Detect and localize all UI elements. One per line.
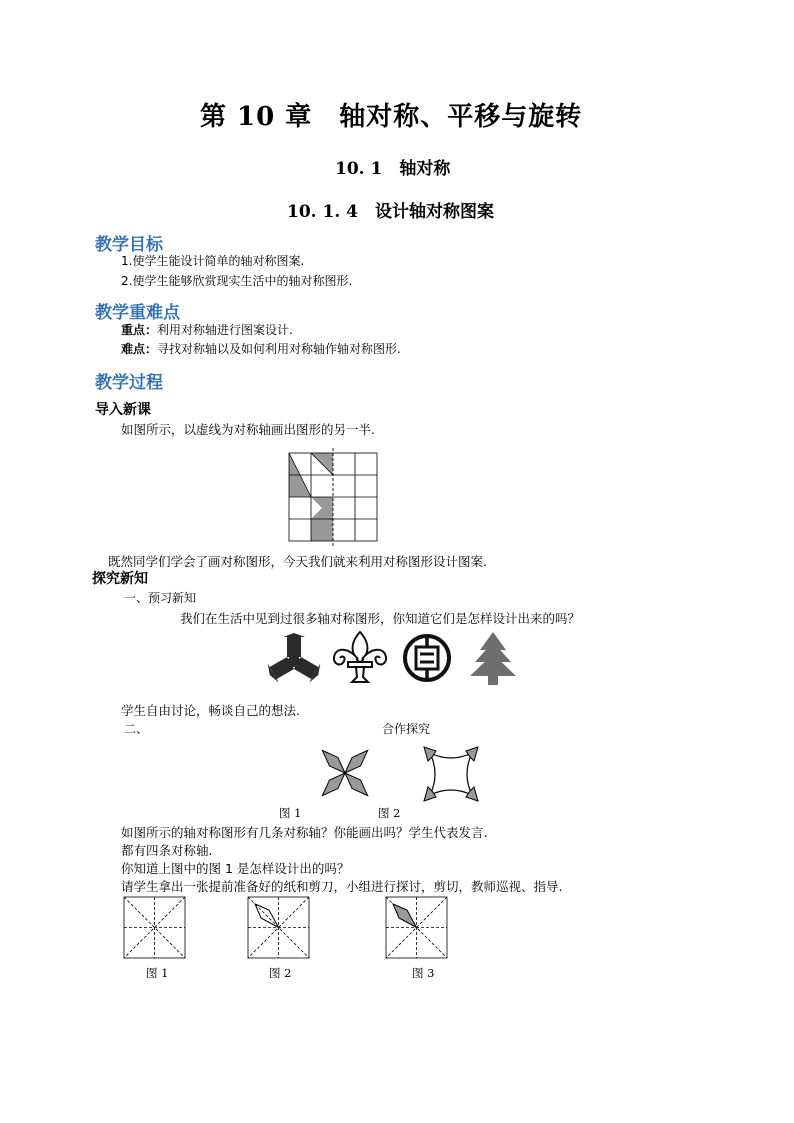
focus-label: 重点： (121, 323, 158, 337)
design-question: 你知道上图中的图 1 是怎样设计出的吗？ (121, 861, 350, 876)
fold-step-figure (123, 896, 187, 960)
figure-2-caption: 图 2 (378, 806, 401, 820)
goal-item: 1.使学生能设计简单的轴对称图案. (121, 254, 305, 268)
goals-heading: 教学目标 (95, 235, 163, 255)
intro-heading: 导入新课 (95, 402, 151, 418)
concave-square-figure (420, 745, 482, 805)
intro-text: 如图所示，以虚线为对称轴画出图形的另一半. (121, 422, 375, 437)
goal-item: 2.使学生能够欣赏现实生活中的轴对称图形. (121, 274, 353, 288)
subsection-title: 10. 1. 4 设计轴对称图案 (287, 202, 494, 222)
symmetry-grid-figure (284, 448, 394, 548)
key-points-heading: 教学重难点 (95, 303, 180, 323)
axes-question: 如图所示的轴对称图形有几条对称轴？你能画出吗？学生代表发言. (121, 825, 488, 840)
difficulty-line (121, 340, 401, 357)
fold-step-figure (385, 896, 449, 960)
tree-icon (466, 630, 522, 688)
step-1-caption: 图 1 (146, 966, 169, 980)
part2-title: 合作探究 (382, 722, 431, 736)
process-heading: 教学过程 (95, 373, 163, 393)
rhombus-star-figure (310, 738, 380, 808)
part1-question: 我们在生活中见到过很多轴对称图形，你知道它们是怎样设计出来的吗？ (180, 611, 581, 626)
section-title: 10. 1 轴对称 (335, 159, 451, 179)
grid-shaded-shape (311, 519, 333, 541)
intro-after-text: 既然同学们学会了画对称图形，今天我们就来利用对称图形设计图案. (108, 554, 487, 569)
fleur-de-lis-icon (330, 629, 390, 685)
step-2-caption: 图 2 (269, 966, 292, 980)
axes-answer: 都有四条对称轴. (121, 843, 213, 858)
difficulty-label: 难点： (121, 342, 158, 356)
chapter-title: 第 10 章 轴对称、平移与旋转 (200, 102, 583, 132)
explore-heading: 探究新知 (92, 571, 148, 587)
figure-1-caption: 图 1 (279, 806, 302, 820)
difficulty-text: 寻找对称轴以及如何利用对称轴作轴对称图形. (157, 342, 401, 356)
part1-label: 一、预习新知 (124, 591, 197, 605)
part2-label: 二、 (124, 722, 149, 736)
bank-logo-icon (400, 631, 456, 687)
focus-text: 利用对称轴进行图案设计. (157, 323, 293, 337)
activity-text: 请学生拿出一张提前准备好的纸和剪刀，小组进行探讨，剪切，教师巡视、指导. (121, 879, 563, 894)
fold-step-figure (247, 896, 311, 960)
step-3-caption: 图 3 (412, 966, 435, 980)
discussion-text: 学生自由讨论，畅谈自己的想法. (121, 703, 300, 718)
shield-triad-logo-icon (264, 631, 324, 687)
focus-line (121, 321, 293, 338)
